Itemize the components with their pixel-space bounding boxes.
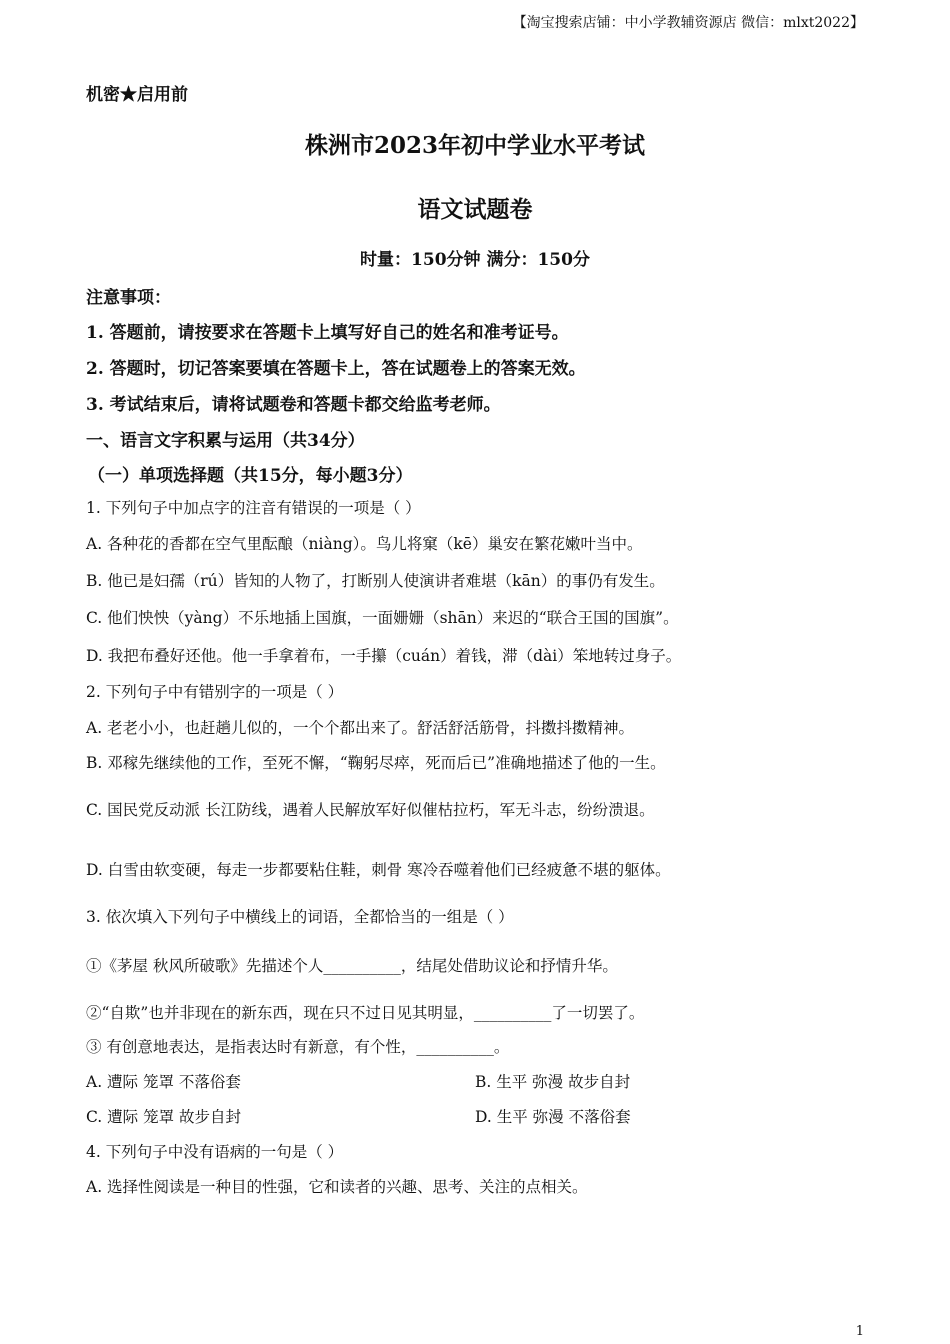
question-stem: 2. 下列句子中有错别字的一项是（ ） [86,683,344,701]
notice-item: 1. 答题前，请按要求在答题卡上填写好自己的姓名和准考证号。 [86,323,569,343]
option-d: D. 我把布叠好还他。他一手拿着布，一手攥（cuán）着钱，滞（dài）笨地转过身子。 [86,647,682,665]
notice-heading: 注意事项： [86,288,171,308]
sentence-3: ③ 有创意地表达，是指表达时有新意，有个性，__________。 [86,1038,510,1056]
option-a: A. 各种花的香都在空气里酝酿（niàng）。鸟儿将窠（kē）巢安在繁花嫩叶当中。 [86,535,643,553]
section-heading: 一、语言文字积累与运用（共34分） [86,431,365,451]
page-number: 1 [855,1324,864,1339]
sentence-1: ①《茅屋 秋风所破歌》先描述个人__________，结尾处借助议论和抒情升华。 [86,957,618,975]
confidential-label: 机密★启用前 [86,85,188,105]
option-d: D. 白雪由软变硬，每走一步都要粘住鞋，刺骨 寒冷吞噬着他们已经疲惫不堪的躯体。 [86,861,671,879]
option-c: C. 遭际 笼罩 故步自封 [86,1108,242,1126]
subsection-heading: （一）单项选择题（共15分，每小题3分） [88,466,413,486]
notice-item: 2. 答题时，切记答案要填在答题卡上，答在试题卷上的答案无效。 [86,359,586,379]
question-stem: 3. 依次填入下列句子中横线上的词语，全都恰当的一组是（ ） [86,908,514,926]
header-note: 【淘宝搜索店铺：中小学教辅资源店 微信：mlxt2022】 [512,15,864,31]
question-stem: 1. 下列句子中加点字的注音有错误的一项是（ ） [86,499,421,517]
option-a: A. 老老小小，也赶趟儿似的，一个个都出来了。舒活舒活筋骨，抖擞抖擞精神。 [86,719,635,737]
exam-subtitle: 语文试题卷 [417,196,533,223]
option-d: D. 生平 弥漫 不落俗套 [475,1108,631,1126]
option-b: B. 生平 弥漫 故步自封 [475,1073,631,1091]
notice-item: 3. 考试结束后，请将试题卷和答题卡都交给监考老师。 [86,395,501,415]
sentence-2: ②“自欺”也并非现在的新东西，现在只不过日见其明显，__________了一切罢了。 [86,1004,645,1022]
option-a: A. 遭际 笼罩 不落俗套 [86,1073,241,1091]
question-stem: 4. 下列句子中没有语病的一句是（ ） [86,1143,344,1161]
option-c: C. 国民党反动派 长江防线，遇着人民解放军好似催枯拉朽，军无斗志，纷纷溃退。 [86,801,655,819]
option-c: C. 他们怏怏（yàng）不乐地插上国旗，一面姗姗（shān）来迟的“联合王国的国旗”。 [86,609,679,627]
exam-title: 株洲市2023年初中学业水平考试 [304,132,645,159]
option-a: A. 选择性阅读是一种目的性强，它和读者的兴趣、思考、关注的点相关。 [86,1178,588,1196]
time-score: 时量：150分钟 满分：150分 [360,250,590,270]
option-b: B. 邓稼先继续他的工作，至死不懈，“鞠躬尽瘁，死而后已”准确地描述了他的一生。 [86,754,666,772]
option-b: B. 他已是妇孺（rú）皆知的人物了，打断别人使演讲者难堪（kān）的事仍有发生。 [86,572,665,590]
